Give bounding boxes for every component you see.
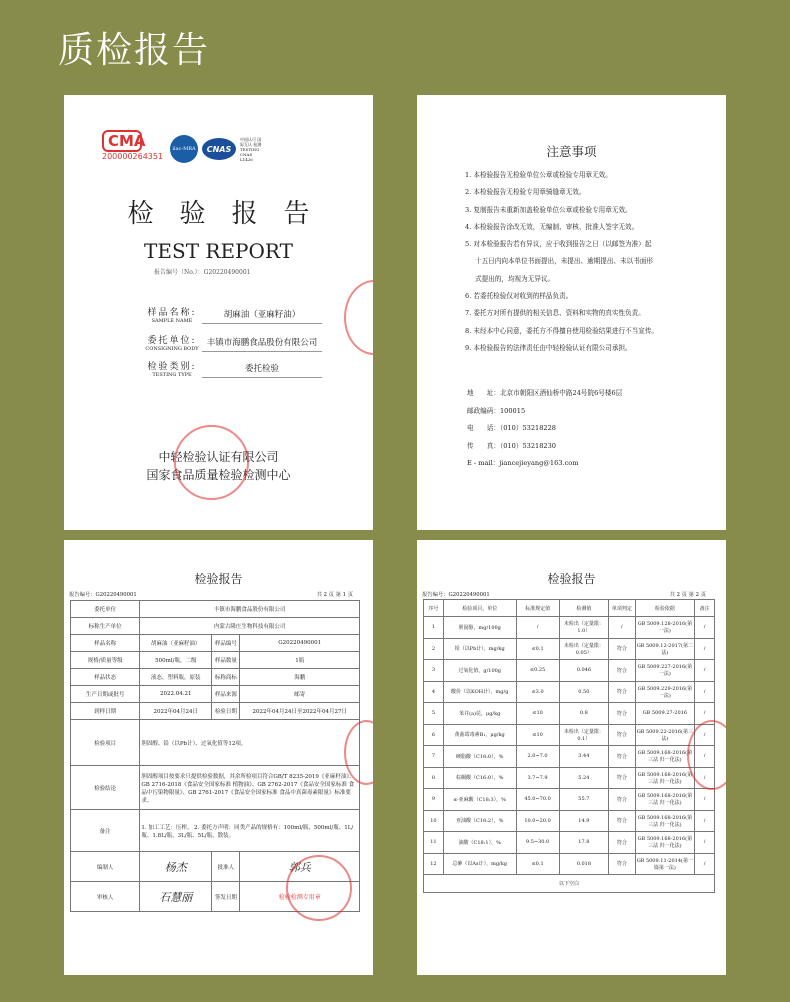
report-title: 检验报告 <box>194 572 243 586</box>
table-cell: 0.8 <box>559 703 609 725</box>
table-cell: GB 5009.168-2016(第三法 归一化法) <box>635 810 695 832</box>
table-cell: 6 <box>424 724 444 746</box>
report-page-2 <box>417 540 726 975</box>
table-footer: 以下空白 <box>424 875 715 893</box>
contact-row <box>467 403 622 421</box>
table-row <box>424 810 715 832</box>
column-header: 序号 <box>424 600 444 617</box>
notice-item: 6. 若委托检验仅对收到的样品负责。 <box>465 292 573 301</box>
table-cell: / <box>695 660 715 682</box>
table-row <box>71 669 360 686</box>
table-footer-row <box>424 875 715 893</box>
field-label: 委托单位: <box>147 336 197 346</box>
contact-value: 北京市朝阳区酒仙桥中路24号院6号楼6层 <box>499 389 623 397</box>
table-cell: / <box>695 767 715 789</box>
table-cell: 符合 <box>609 767 635 789</box>
notice-item: 1. 本检验报告无检验单位公章或检验专用章无效。 <box>465 171 612 179</box>
table-cell: GB 5009.168-2016(第三法 归一化法) <box>635 789 695 811</box>
cell-value: 丰镇市海鹏食品股份有限公司 <box>140 601 360 618</box>
notice-item: 式提出的，均视为无异议。 <box>475 274 555 283</box>
table-cell: 油酸（C18:1），% <box>443 832 516 854</box>
table-cell: α-亚麻酸（C18:3），% <box>443 789 516 811</box>
table-cell: GB 5009.168-2016(第三法 归一化法) <box>635 832 695 854</box>
cell-label: 审核人 <box>71 882 140 912</box>
table-cell: 12 <box>424 853 444 875</box>
cell-label: 签发日期 <box>212 882 240 912</box>
cell-value: 500ml/瓶，二级 <box>140 652 212 669</box>
notice-list <box>465 167 706 357</box>
report-number: 报告编号：G20220490001 <box>69 592 137 598</box>
contact-value: （010）53218230 <box>499 441 557 450</box>
contact-label: 地 址： <box>467 389 500 397</box>
table-row <box>424 746 715 768</box>
table-cell: ≤0.25 <box>516 660 559 682</box>
cell-label: 样品数量 <box>212 652 240 669</box>
table-cell: 符合 <box>609 681 635 703</box>
table-cell: GB 5009.227-2016(第一法) <box>635 660 695 682</box>
table-cell: GB 5009.168-2016(第三法 归一化法) <box>635 767 695 789</box>
cma-mark: CMA <box>102 130 142 152</box>
table-cell: 亚油酸（C18:2），% <box>443 810 516 832</box>
table-cell: ≤10 <box>516 703 559 725</box>
contact-value: jiancejieyang@163.com <box>499 459 579 467</box>
table-cell: GB 5009.168-2016(第三法 归一化法) <box>635 746 695 768</box>
notice-item: 4. 本检验报告涂改无效，无编制、审核、批准人签字无效。 <box>465 222 639 231</box>
table-cell: 55.7 <box>559 789 609 811</box>
cell-label: 到样日期 <box>71 703 140 720</box>
table-cell: 符合 <box>609 810 635 832</box>
table-cell: 胆固醇，mg/100g <box>443 617 516 639</box>
table-cell: 9 <box>424 789 444 811</box>
cell-value: 胆固醇、铅（以Pb计）、过氧化值等12项。 <box>140 720 360 766</box>
notice-title: 注意事项 <box>546 144 597 159</box>
page-title: 质检报告 <box>58 30 211 71</box>
cell-label: 编制人 <box>71 852 140 882</box>
field-label: 样品名称: <box>147 308 197 318</box>
table-cell: 2 <box>424 638 444 660</box>
results-table <box>423 599 715 893</box>
field-sample-name <box>142 305 322 324</box>
table-cell: 8 <box>424 767 444 789</box>
table-cell: 符合 <box>609 853 635 875</box>
column-header: 检验依据 <box>635 600 695 617</box>
table-cell: 符合 <box>609 724 635 746</box>
notice-item: 3. 复制报告未重新加盖检验单位公章或检验专用章无效。 <box>465 205 632 214</box>
table-cell: ≤3.0 <box>516 681 559 703</box>
ilac-logo: ilac-MRA <box>170 135 198 163</box>
table-cell: 0.046 <box>559 660 609 682</box>
table-cell: GB 5009.229-2016(第一法) <box>635 681 695 703</box>
table-cell: ≤0.1 <box>516 853 559 875</box>
cover-title-cn: 检验报告 <box>127 199 336 229</box>
notice-item: 2. 本检验报告无检验专用章骑缝章无效。 <box>465 188 586 197</box>
table-cell: / <box>695 638 715 660</box>
table-row <box>424 703 715 725</box>
cell-value: 1. 加工工艺：压榨。 2. 委托方声明：同类产品的规格有：100ml/瓶、500ml/瓶、1L/瓶、1.8L/瓶、3L/瓶、5L/瓶、散装。 <box>140 810 360 852</box>
table-cell: GB 5009.27-2016 <box>635 703 695 725</box>
table-cell: / <box>695 617 715 639</box>
contact-label: 传 真： <box>467 441 500 450</box>
table-cell: 过氧化值，g/100g <box>443 660 516 682</box>
table-cell: 10 <box>424 810 444 832</box>
table-cell: 总砷（以As计），mg/kg <box>443 853 516 875</box>
table-cell: 铅（以Pb计），mg/kg <box>443 638 516 660</box>
table-cell: 酸价（以KOH计），mg/g <box>443 681 516 703</box>
table-cell: 3.44 <box>559 746 609 768</box>
org-name: 中轻检验认证有限公司 <box>158 450 279 464</box>
table-cell: 4 <box>424 681 444 703</box>
table-cell: 1 <box>424 617 444 639</box>
cover-title-en: TEST REPORT <box>144 239 293 263</box>
table-cell: / <box>695 703 715 725</box>
table-cell: GB 5009.12-2017(第二法) <box>635 638 695 660</box>
table-cell: ≤10 <box>516 724 559 746</box>
field-consigning-body <box>142 333 322 352</box>
stamp-text: 检验检测专用章 <box>240 882 360 912</box>
table-cell: 9.5~30.0 <box>516 832 559 854</box>
signature: 石慧丽 <box>140 882 212 912</box>
cell-value: 胆固醇项目按要求只提供检验数据，其余所检项目符合GB/T 8235-2019《亚麻籽油》、GB 2716-2018《食品安全国家标准 植物油》、GB 2762-2017《食品安全国家标准 食品中污染物限量》、GB 2761-2017《食品安全国家标准 食品中真菌毒素限量》标准要求。 <box>140 766 360 810</box>
table-cell: 0.018 <box>559 853 609 875</box>
signature: 杨杰 <box>140 852 212 882</box>
table-cell: 10.0~20.0 <box>516 810 559 832</box>
field-value: 丰镇市海鹏食品股份有限公司 <box>202 336 322 352</box>
table-cell: GB 5009.22-2016(第三法) <box>635 724 695 746</box>
cell-value: 胡麻油（亚麻籽油） <box>140 635 212 652</box>
table-cell: 5 <box>424 703 444 725</box>
table-cell: 45.0~70.0 <box>516 789 559 811</box>
field-label-en: SAMPLE NAME <box>151 318 193 324</box>
accreditation-logos <box>170 135 264 163</box>
table-cell: 14.9 <box>559 810 609 832</box>
cell-value: 邮寄 <box>240 686 360 703</box>
cell-label: 检验项目 <box>71 720 140 766</box>
table-cell: / <box>695 853 715 875</box>
cell-label: 检验结论 <box>71 766 140 810</box>
table-cell: 5.24 <box>559 767 609 789</box>
table-cell: ≤0.1 <box>516 638 559 660</box>
table-cell: / <box>609 617 635 639</box>
table-cell: 0.50 <box>559 681 609 703</box>
field-value: 委托检验 <box>202 362 322 378</box>
table-row <box>71 686 360 703</box>
table-cell: / <box>695 681 715 703</box>
table-cell: / <box>695 724 715 746</box>
cell-label: 规格/质量等级 <box>71 652 140 669</box>
report-cover-page <box>64 95 373 530</box>
cell-label: 标称生产单位 <box>71 618 140 635</box>
notice-item: 十五日内向本单位书面提出，未提出、逾期提出、未以书面形 <box>475 257 654 266</box>
report-info-table <box>70 600 360 912</box>
table-row <box>424 724 715 746</box>
table-row <box>424 832 715 854</box>
table-cell: 17.8 <box>559 832 609 854</box>
cell-value: 液态，塑料瓶，原装 <box>140 669 212 686</box>
notice-item: 8. 未经本中心同意，委托方不得擅自使用检验结果进行不当宣传。 <box>465 326 659 335</box>
field-value: 胡麻油（亚麻籽油） <box>202 308 322 324</box>
cell-value: G20220490001 <box>240 635 360 652</box>
table-cell: GB 5009.128-2016(第一法) <box>635 617 695 639</box>
contact-label: E - mail： <box>467 459 500 467</box>
table-cell: 符合 <box>609 746 635 768</box>
table-cell: 未检出（定量限：1.0） <box>559 617 609 639</box>
cell-value: 1瓶 <box>240 652 360 669</box>
field-label-en: CONSIGNING BODY <box>145 346 199 352</box>
cnas-text: 中国认可 国际互认 检测 TESTING CNAS L1426 <box>240 136 262 162</box>
table-cell: 符合 <box>609 638 635 660</box>
cma-number: 200000264351 <box>102 152 164 161</box>
cell-label: 备注 <box>71 810 140 852</box>
table-cell: 3.7~7.9 <box>516 767 559 789</box>
cell-label: 样品编号 <box>212 635 240 652</box>
contact-row <box>467 420 622 438</box>
table-row <box>424 853 715 875</box>
contact-row <box>467 385 622 403</box>
field-label: 检验类别: <box>147 362 197 372</box>
column-header: 备注 <box>695 600 715 617</box>
table-cell: 苯并(a)芘，μg/kg <box>443 703 516 725</box>
table-cell: 未检出（定量限：0.05） <box>559 638 609 660</box>
cell-value: 2022.04.21 <box>140 686 212 703</box>
issuing-organization <box>64 448 373 484</box>
table-cell: GB 5009.11-2014(第一篇第一法) <box>635 853 695 875</box>
column-header: 检测值 <box>559 600 609 617</box>
cell-label: 委托单位 <box>71 601 140 618</box>
notice-page <box>417 95 726 530</box>
table-cell: 符合 <box>609 703 635 725</box>
cma-logo <box>102 130 163 161</box>
table-row <box>424 660 715 682</box>
table-cell: / <box>695 832 715 854</box>
table-cell: 7 <box>424 746 444 768</box>
cell-label: 生产日期或批号 <box>71 686 140 703</box>
report-number: 报告编号（No.）：G20220490001 <box>154 269 251 276</box>
cell-label: 检验日期 <box>212 703 240 720</box>
notice-item: 7. 委托方对所有提供的相关信息、资料和实物的真实性负责。 <box>465 309 645 318</box>
table-row <box>424 681 715 703</box>
contact-info <box>467 385 622 473</box>
report-title: 检验报告 <box>547 572 596 586</box>
cell-value: 2022年04月24日 <box>140 703 212 720</box>
column-header: 标准规定值 <box>516 600 559 617</box>
cnas-logo: CNAS <box>202 138 236 160</box>
contact-label: 电 话： <box>467 424 500 432</box>
notice-item: 5. 对本检验报告若有异议，应于收到报告之日（以邮签为准）起 <box>465 240 652 249</box>
table-cell: 符合 <box>609 832 635 854</box>
cell-value: 2022年04月24日至2022年04月27日 <box>240 703 360 720</box>
table-cell: / <box>695 789 715 811</box>
table-row <box>71 635 360 652</box>
table-cell: 硬脂酸（C18:0），% <box>443 746 516 768</box>
table-cell: 11 <box>424 832 444 854</box>
table-cell: 符合 <box>609 789 635 811</box>
report-page-1 <box>64 540 373 975</box>
table-cell: 未检出（定量限：0.1） <box>559 724 609 746</box>
table-cell: 符合 <box>609 660 635 682</box>
table-row <box>424 638 715 660</box>
page-number: 共 2 页 第 1 页 <box>316 592 353 598</box>
column-header: 单项判定 <box>609 600 635 617</box>
contact-value: （010）53218228 <box>499 424 557 432</box>
signature: 郭兵 <box>240 852 360 882</box>
contact-label: 邮政编码： <box>467 406 500 415</box>
field-testing-type <box>142 359 322 378</box>
table-cell: 2.0~7.0 <box>516 746 559 768</box>
report-number: 报告编号：G20220490001 <box>422 592 490 598</box>
table-row <box>71 652 360 669</box>
cell-label: 样品状态 <box>71 669 140 686</box>
page-number: 共 2 页 第 2 页 <box>669 592 706 598</box>
table-cell: / <box>695 810 715 832</box>
table-cell: / <box>695 746 715 768</box>
table-cell: 棕榈酸（C16:0），% <box>443 767 516 789</box>
cell-label: 批准人 <box>212 852 240 882</box>
table-row <box>424 789 715 811</box>
cell-value: 内蒙古隆庄生物科技有限公司 <box>140 618 360 635</box>
table-cell: 3 <box>424 660 444 682</box>
seam-stamp <box>344 280 373 355</box>
cell-label: 样品名称 <box>71 635 140 652</box>
org-center: 国家食品质量检验检测中心 <box>146 468 291 482</box>
table-cell: / <box>516 617 559 639</box>
contact-value: 100015 <box>499 406 526 415</box>
notice-item: 9. 本检验报告的法律责任由中轻检验认证有限公司承担。 <box>465 343 632 352</box>
table-cell: 黄曲霉毒素B₁，μg/kg <box>443 724 516 746</box>
cell-label: 标称商标 <box>212 669 240 686</box>
field-label-en: TESTING TYPE <box>152 372 192 378</box>
table-row <box>424 617 715 639</box>
table-row <box>71 703 360 720</box>
cell-label: 样品来源 <box>212 686 240 703</box>
column-header: 检验项目，单位 <box>443 600 516 617</box>
contact-row <box>467 438 622 456</box>
cell-value: 海鹏 <box>240 669 360 686</box>
contact-row <box>467 455 622 473</box>
table-row <box>424 767 715 789</box>
